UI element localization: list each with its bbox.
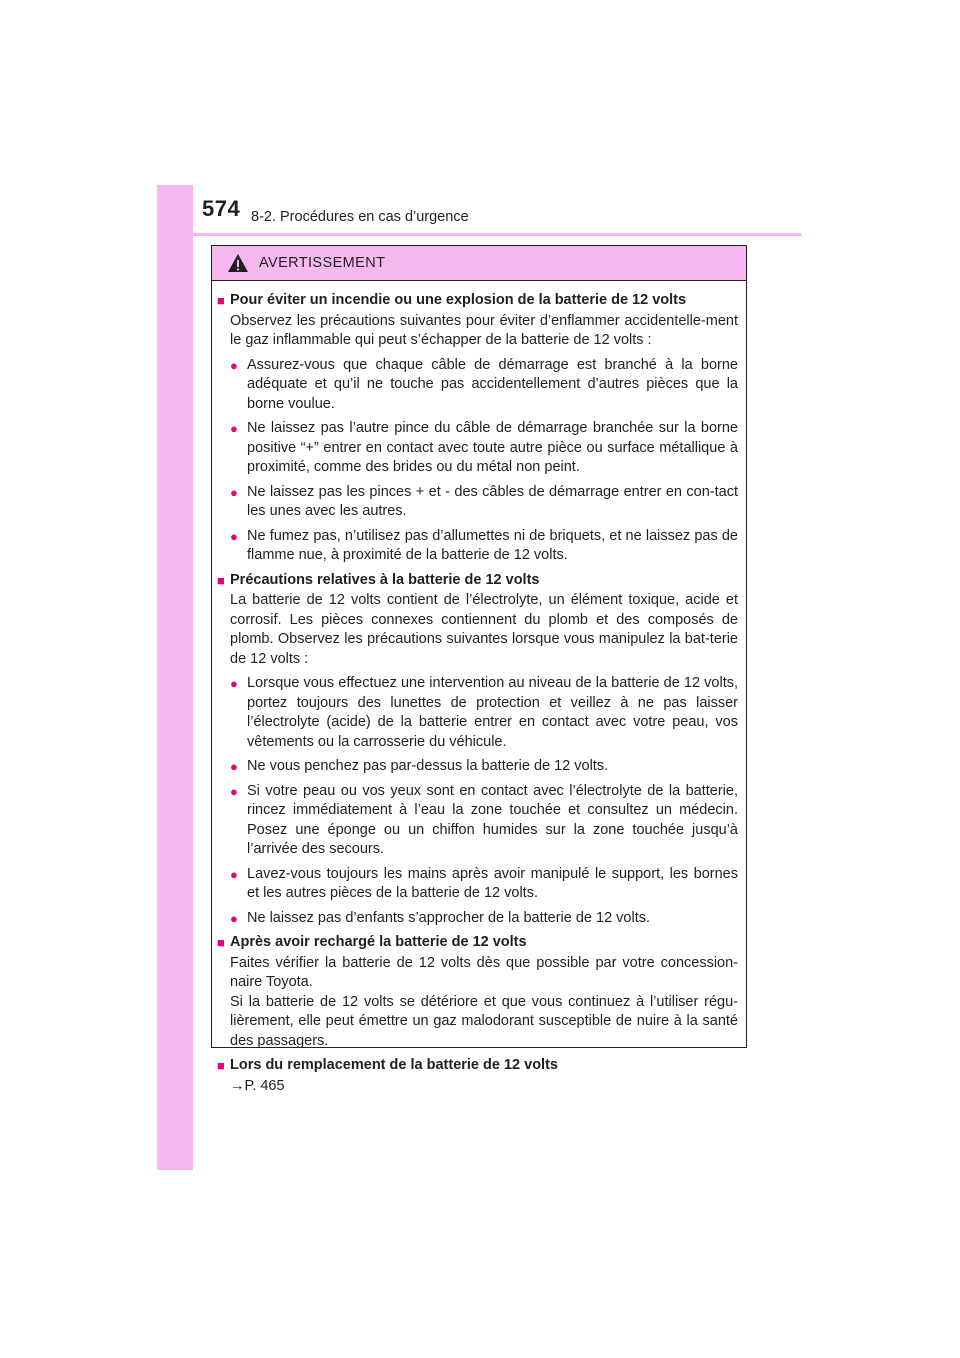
section-paragraph: Si la batterie de 12 volts se détériore et que vous continuez à l’utiliser régu-lièrement, elle peut émettre un gaz malodorant susceptible de nuire à la santé des passagers. [230, 993, 738, 1049]
circle-bullet-icon: ● [230, 866, 238, 882]
list-item: ● Ne vous penchez pas par-dessus la batterie de 12 volts. [230, 757, 738, 777]
square-bullet-icon: ■ [217, 1058, 225, 1073]
warning-box [211, 245, 747, 1094]
list-item: ● Ne laissez pas d’enfants s’approcher de la batterie de 12 volts. [230, 909, 738, 929]
side-tab-band [157, 185, 193, 1170]
section-paragraph: Observez les précautions suivantes pour éviter d’enflammer accidentelle-ment le gaz inflammable qui peut s’échapper de la batterie de 12 volts : [230, 312, 738, 348]
page-number: 574 [202, 196, 241, 221]
section-fire-explosion [217, 291, 738, 566]
circle-bullet-icon: ● [230, 528, 238, 544]
section-battery-precautions [217, 571, 738, 929]
page-reference-link[interactable]: →P. 465 [230, 1077, 285, 1094]
list-item: ● Ne fumez pas, n’utilisez pas d’allumettes ni de briquets, et ne laissez pas de flamme nue, à proximité de la batterie de 12 volts. [230, 527, 738, 563]
circle-bullet-icon: ● [230, 759, 238, 774]
circle-bullet-icon: ● [230, 783, 238, 799]
section-heading: Précautions relatives à la batterie de 12 volts [230, 571, 540, 588]
warning-header [212, 246, 746, 281]
list-item: ● Assurez-vous que chaque câble de démarrage est branché à la borne adéquate et qu’il ne touche pas accidentellement d’autres pièces que la borne voulue. [230, 356, 738, 412]
list-item: ● Lorsque vous effectuez une intervention au niveau de la batterie de 12 volts, portez toujours des lunettes de protection et veillez à ne pas laisser l’électrolyte (acide) de la batterie entrer en contact avec votre peau, vos vêtements ou la carrosserie du véhicule. [230, 675, 738, 750]
circle-bullet-icon: ● [230, 421, 238, 436]
square-bullet-icon: ■ [217, 935, 225, 950]
list-item: ● Si votre peau ou vos yeux sont en contact avec l’électrolyte de la batterie, rincez immédiatement à l’eau la zone touchée et consultez un médecin. Posez une éponge ou un chiffon humides sur la zone touchée jusqu’à l’arrivée des secours. [230, 782, 738, 857]
section-paragraph: La batterie de 12 volts contient de l’électrolyte, un élément toxique, acide et corrosif. Les pièces connexes contiennent du plomb et des composés de plomb. Observez les précautions suivantes lorsque vous manipulez la bat-terie de 12 volts : [230, 592, 738, 667]
section-heading: Pour éviter un incendie ou une explosion de la batterie de 12 volts [230, 292, 687, 308]
square-bullet-icon: ■ [217, 293, 225, 308]
circle-bullet-icon: ● [230, 357, 238, 373]
section-heading: Après avoir rechargé la batterie de 12 volts [230, 934, 527, 950]
warning-triangle-icon [227, 253, 249, 273]
list-item: ● Ne laissez pas les pinces + et - des câbles de démarrage entrer en con-tact les unes avec les autres. [230, 483, 738, 519]
circle-bullet-icon: ● [230, 484, 238, 500]
list-item: ● Ne laissez pas l’autre pince du câble de démarrage branchée sur la borne positive “+” entrer en contact avec toute autre pièce ou surface métallique à proximité, comme des brides ou du métal non peint. [230, 420, 738, 475]
warning-title: AVERTISSEMENT [259, 255, 386, 271]
section-after-recharge [217, 933, 738, 1051]
circle-bullet-icon: ● [230, 676, 238, 691]
section-paragraph: Faites vérifier la batterie de 12 volts dès que possible par votre concession-naire Toyota. [230, 954, 738, 990]
square-bullet-icon: ■ [217, 572, 225, 588]
header-rule [157, 233, 801, 236]
circle-bullet-icon: ● [230, 910, 238, 926]
warning-body [212, 281, 746, 1096]
section-heading: Lors du remplacement de la batterie de 12 volts [230, 1057, 558, 1073]
list-item: ● Lavez-vous toujours les mains après avoir manipulé le support, les bornes et les autres pièces de la batterie de 12 volts. [230, 865, 738, 901]
section-battery-replacement [217, 1056, 738, 1096]
section-title: 8-2. Procédures en cas d’urgence [251, 209, 469, 225]
